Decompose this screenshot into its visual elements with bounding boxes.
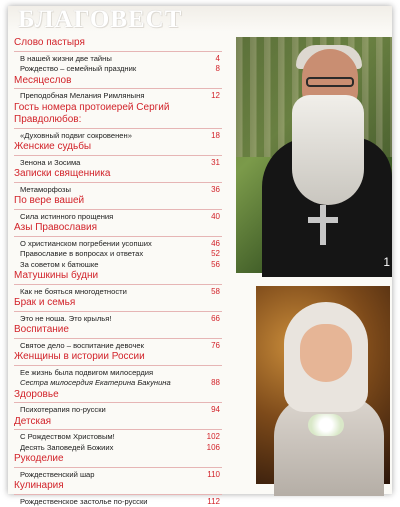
- toc-entry[interactable]: [14, 470, 222, 481]
- toc-entry[interactable]: [14, 185, 222, 196]
- toc-entry[interactable]: [14, 314, 222, 325]
- toc-section: [14, 270, 222, 297]
- toc-entry-title: За советом к батюшке: [20, 260, 98, 269]
- priest-photo: [236, 37, 392, 273]
- toc-entry-title: Метаморфозы: [20, 185, 71, 194]
- toc-entry[interactable]: [14, 212, 222, 223]
- toc-entry-title: Преподобная Мелания Римляныня: [20, 91, 144, 100]
- toc-entry-title: Святое дело – воспитание девочек: [20, 341, 144, 350]
- toc-section: [14, 37, 222, 75]
- toc-entry-title: Ее жизнь была подвигом милосердия: [20, 368, 153, 377]
- toc-entry-title: «Духовный подвиг сокровенен»: [20, 131, 132, 140]
- toc-entry[interactable]: [14, 239, 222, 250]
- toc-entry-title: Рождественский шар: [20, 470, 95, 479]
- toc-entry-title: О христианском погребении усопших: [20, 239, 152, 248]
- toc-entry[interactable]: [14, 378, 222, 389]
- toc-entry-title: Сила истинного прощения: [20, 212, 113, 221]
- toc-section-title: По вере вашей: [14, 195, 222, 210]
- toc-entry-page: 4: [216, 54, 220, 65]
- toc-section: [14, 389, 222, 416]
- toc-section-title: Здоровье: [14, 389, 222, 404]
- toc-entry-title: С Рождеством Христовым!: [20, 432, 115, 441]
- toc-section-title: Женщины в истории России: [14, 351, 222, 366]
- toc-entry-page: 110: [207, 470, 220, 481]
- toc-entry-title: Рождество – семейный праздник: [20, 64, 136, 73]
- toc-section-title: Азы Православия: [14, 222, 222, 237]
- toc-entry[interactable]: [14, 497, 222, 507]
- cross-icon: [320, 205, 326, 245]
- toc-section: [14, 141, 222, 168]
- toc-section: [14, 351, 222, 389]
- toc-entry[interactable]: [14, 341, 222, 352]
- toc-section-title: Кулинария: [14, 480, 222, 495]
- toc-entry-page: 56: [211, 260, 220, 271]
- toc-entry[interactable]: [14, 287, 222, 298]
- toc-entry-title: Как не бояться многодетности: [20, 287, 127, 296]
- toc-entry[interactable]: [14, 432, 222, 443]
- toc-section-title: Рукоделие: [14, 453, 222, 468]
- toc-entry-page: 66: [211, 314, 220, 325]
- toc-section: [14, 168, 222, 195]
- toc-entry[interactable]: [14, 260, 222, 271]
- toc-entry-page: 8: [216, 64, 220, 75]
- toc-entry[interactable]: [14, 405, 222, 416]
- toc-entry-page: 46: [211, 239, 220, 250]
- toc-section: [14, 195, 222, 222]
- toc-entry[interactable]: [14, 443, 222, 454]
- toc-entry-page: 58: [211, 287, 220, 298]
- toc-section-title: Брак и семья: [14, 297, 222, 312]
- toc-section: [14, 102, 222, 142]
- toc-entry-page: 31: [211, 158, 220, 169]
- toc-entry-title: Рождественское застолье по-русски: [20, 497, 148, 506]
- toc-entry[interactable]: [14, 64, 222, 75]
- toc-section-title: Месяцеслов: [14, 75, 222, 90]
- toc-entry-page: 18: [211, 131, 220, 142]
- toc-entry-title: Сестра милосердия Екатерина Бакунина: [20, 378, 171, 387]
- toc-section: [14, 453, 222, 480]
- toc-entry-page: 36: [211, 185, 220, 196]
- toc-entry-title: В нашей жизни две тайны: [20, 54, 112, 63]
- toc-section: [14, 75, 222, 102]
- toc-entry[interactable]: [14, 368, 222, 379]
- toc-entry-page: 102: [207, 432, 220, 443]
- toc-section: [14, 297, 222, 324]
- photo-page-number: 1: [383, 255, 390, 269]
- table-of-contents: [14, 37, 222, 507]
- magazine-page: [8, 6, 392, 494]
- toc-entry-page: 88: [211, 378, 220, 389]
- toc-section-title: Женские судьбы: [14, 141, 222, 156]
- toc-entry-page: 112: [207, 497, 220, 507]
- toc-section: [14, 416, 222, 454]
- toc-entry-page: 52: [211, 249, 220, 260]
- toc-entry-title: Это не ноша. Это крылья!: [20, 314, 111, 323]
- toc-entry-title: Психотерапия по-русски: [20, 405, 106, 414]
- toc-section-title: Матушкины будни: [14, 270, 222, 285]
- toc-section-title: Записки священника: [14, 168, 222, 183]
- toc-entry[interactable]: [14, 91, 222, 102]
- toc-section-title: Гость номера протоиерей Сергий Правдолюбов:: [14, 102, 222, 129]
- toc-entry-page: 76: [211, 341, 220, 352]
- toc-section: [14, 222, 222, 270]
- toc-entry-page: 12: [211, 91, 220, 102]
- toc-entry[interactable]: [14, 131, 222, 142]
- toc-section: [14, 324, 222, 351]
- toc-section-title: Слово пастыря: [14, 37, 222, 52]
- toc-section-title: Воспитание: [14, 324, 222, 339]
- toc-entry-page: 106: [207, 443, 220, 454]
- toc-entry-page: 94: [211, 405, 220, 416]
- toc-entry[interactable]: [14, 54, 222, 65]
- toc-entry[interactable]: [14, 249, 222, 260]
- toc-entry-page: 40: [211, 212, 220, 223]
- toc-entry-title: Десять Заповедей Божиих: [20, 443, 113, 452]
- girl-photo: [256, 286, 390, 484]
- toc-entry-title: Православие в вопросах и ответах: [20, 249, 143, 258]
- toc-entry[interactable]: [14, 158, 222, 169]
- toc-section-title: Детская: [14, 416, 222, 431]
- toc-section: [14, 480, 222, 507]
- toc-entry-title: Зенона и Зосима: [20, 158, 80, 167]
- brand-title: БЛАГОВЕСТ: [18, 6, 182, 34]
- flowers-icon: [308, 414, 344, 436]
